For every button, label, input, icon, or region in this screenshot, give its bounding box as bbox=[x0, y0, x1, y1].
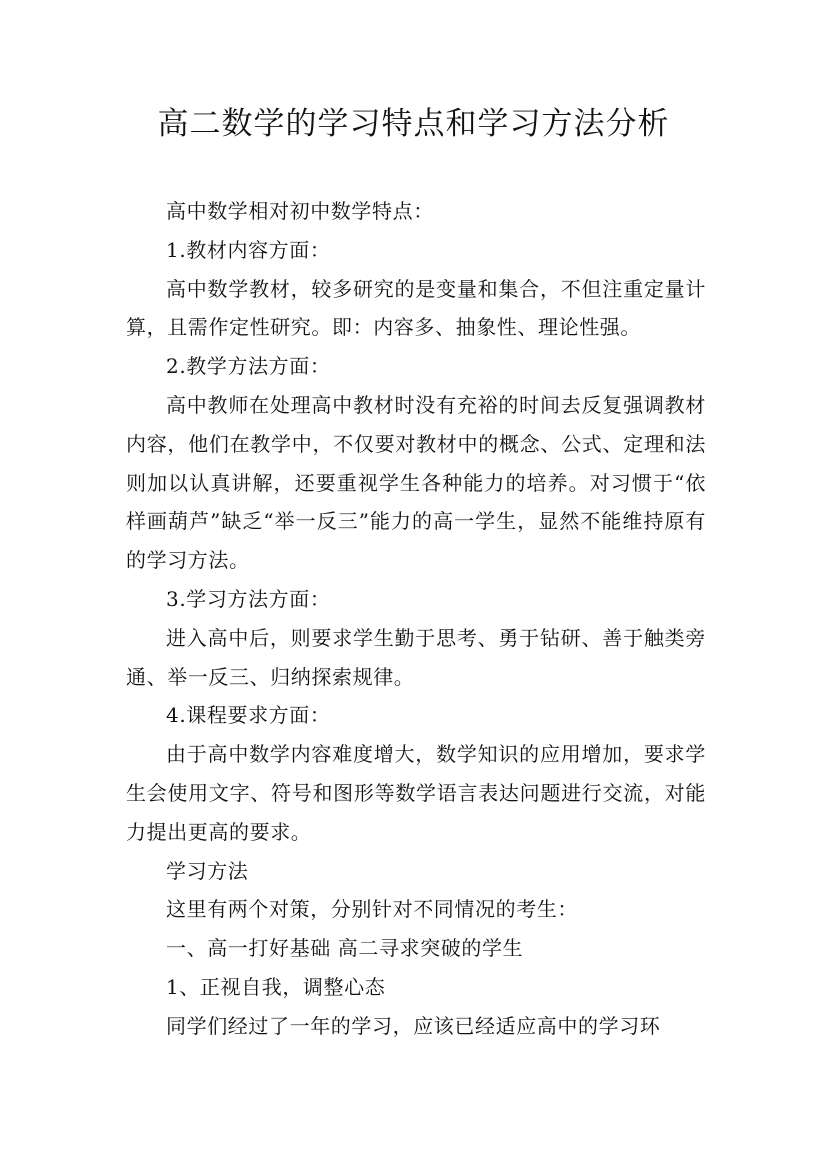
document-body bbox=[126, 192, 706, 1046]
section-heading-learning: 3.学习方法方面： bbox=[166, 586, 331, 611]
paragraph-curriculum: 由于高中数学内容难度增大，数学知识的应用增加，要求学生会使用文字、符号和图形等数学语言表达问题进行交流，对能力提出更高的要求。 bbox=[126, 742, 706, 844]
subsection-heading-breakthrough: 一、高一打好基础 高二寻求突破的学生 bbox=[166, 936, 524, 961]
paragraph-strategies: 这里有两个对策，分别针对不同情况的考生： bbox=[166, 897, 578, 922]
section-heading-textbook: 1.教材内容方面： bbox=[166, 237, 331, 262]
paragraph-textbook: 高中数学教材，较多研究的是变量和集合，不但注重定量计算，且需作定性研究。即：内容多、抽象性、理论性强。 bbox=[126, 276, 706, 340]
paragraph-intro: 高中数学相对初中数学特点： bbox=[166, 199, 434, 223]
paragraph-learning: 进入高中后，则要求学生勤于思考、勇于钻研、善于触类旁通、举一反三、归纳探索规律。 bbox=[126, 625, 706, 689]
section-heading-teaching: 2.教学方法方面： bbox=[166, 354, 331, 379]
subsection-heading-mindset: 1、正视自我，调整心态 bbox=[166, 974, 386, 999]
section-heading-curriculum: 4.课程要求方面： bbox=[166, 703, 331, 728]
document-title: 高二数学的学习特点和学习方法分析 bbox=[157, 106, 670, 142]
paragraph-teaching: 高中教师在处理高中教材时没有充裕的时间去反复强调教材内容，他们在教学中，不仅要对教材中的概念、公式、定理和法则加以认真讲解，还要重视学生各种能力的培养。对习惯于“依样画葫芦”缺乏“举一反三”能力的高一学生，显然不能维持原有的学习方法。 bbox=[126, 392, 706, 573]
paragraph-adaptation: 同学们经过了一年的学习，应该已经适应高中的学习环 bbox=[166, 1013, 661, 1038]
section-heading-methods: 学习方法 bbox=[166, 858, 249, 883]
